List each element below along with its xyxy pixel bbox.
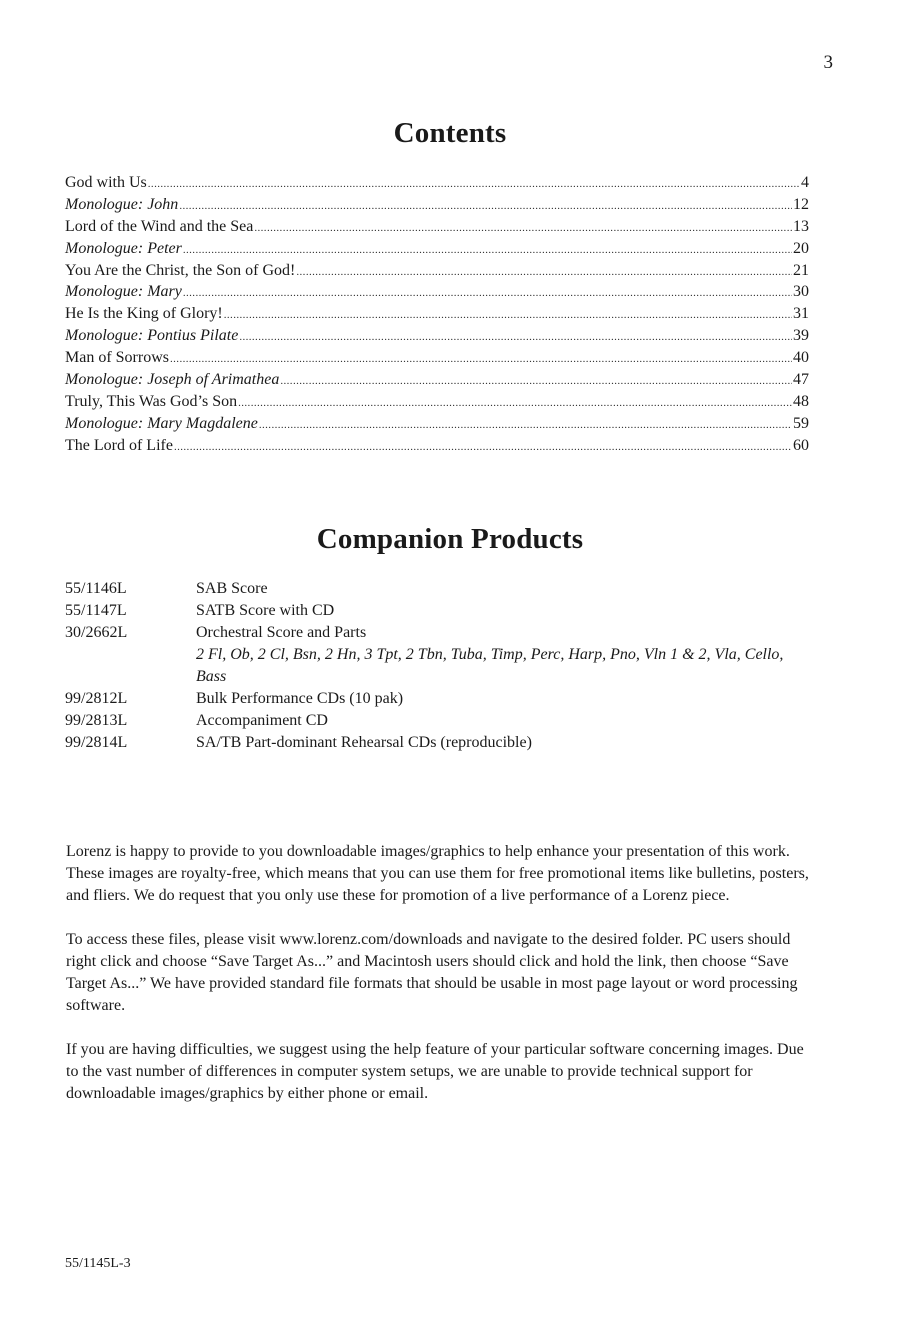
product-description: SAB Score <box>196 580 268 597</box>
toc-leader <box>183 240 792 262</box>
footer-catalog-code: 55/1145L-3 <box>65 1256 131 1271</box>
toc-entry-page: 30 <box>793 283 809 301</box>
toc-entry-page: 31 <box>793 305 809 323</box>
note-paragraph-support: If you are having difficulties, we suggest using the help feature of your particular software concerning images. Due to the vast number of differences in computer system setups, we are unable to provide technical support for downloadable images/graphics by either phone or email. <box>66 1041 804 1102</box>
toc-entry-title: Monologue: Mary <box>65 283 182 301</box>
toc-entry-title: You Are the Christ, the Son of God! <box>65 261 296 279</box>
toc-entry-page: 48 <box>793 392 809 410</box>
toc-entry-page: 39 <box>793 327 809 345</box>
toc-entry <box>65 216 809 238</box>
product-code: 30/2662L <box>65 624 128 641</box>
toc-entry-page: 12 <box>793 195 809 213</box>
product-description: Accompaniment CD <box>196 712 328 729</box>
toc-leader <box>259 415 792 437</box>
product-description: SATB Score with CD <box>196 602 335 619</box>
product-description-block <box>196 622 825 688</box>
toc-entry-title: Monologue: Peter <box>65 239 182 257</box>
toc-entry <box>65 391 809 413</box>
download-notes <box>66 841 810 1127</box>
product-row <box>65 688 825 710</box>
toc-entry <box>65 435 809 457</box>
toc-entry <box>65 172 809 194</box>
page-number: 3 <box>823 52 833 73</box>
companion-products-heading: Companion Products <box>316 523 584 555</box>
toc-leader <box>280 371 792 393</box>
toc-leader <box>179 196 792 218</box>
toc-leader <box>174 437 792 459</box>
note-paragraph-access: To access these files, please visit www.lorenz.com/downloads and navigate to the desired folder. PC users should right click and choose “Save Target As...” and Macintosh users should click and hold the link, then choose “Save Target As...” We have provided standard file formats that should be usable in most page layout or word processing software. <box>66 931 798 1014</box>
product-instrumentation: 2 Fl, Ob, 2 Cl, Bsn, 2 Hn, 3 Tpt, 2 Tbn, Tuba, Timp, Perc, Harp, Pno, Vln 1 & 2, Vla, Cello, Bass <box>196 646 784 685</box>
toc-entry-title: Monologue: John <box>65 195 179 213</box>
product-code: 99/2813L <box>65 712 128 729</box>
toc-entry-page: 59 <box>793 414 809 432</box>
toc-entry-page: 20 <box>793 239 809 257</box>
toc-entry <box>65 281 809 303</box>
toc-entry-title: Monologue: Joseph of Arimathea <box>65 371 280 389</box>
toc-leader <box>238 393 792 415</box>
toc-entry-title: Man of Sorrows <box>65 349 169 367</box>
toc-entry-page: 47 <box>793 371 809 389</box>
toc-entry-page: 60 <box>793 436 809 454</box>
product-code: 55/1146L <box>65 580 127 597</box>
product-row <box>65 578 825 600</box>
contents-heading: Contents <box>393 117 507 149</box>
toc-entry-page: 4 <box>801 174 809 191</box>
table-of-contents <box>65 172 809 457</box>
toc-entry <box>65 238 809 260</box>
toc-entry <box>65 303 809 325</box>
companion-products-list <box>65 578 825 754</box>
product-description: Bulk Performance CDs (10 pak) <box>196 690 404 707</box>
product-row <box>65 600 825 622</box>
product-code: 99/2814L <box>65 734 128 751</box>
toc-entry-title: He Is the King of Glory! <box>65 305 223 323</box>
toc-leader <box>170 349 792 371</box>
product-description: Orchestral Score and Parts <box>196 624 367 641</box>
toc-entry-page: 13 <box>793 217 809 235</box>
toc-entry-title: Monologue: Mary Magdalene <box>65 414 258 432</box>
toc-entry-title: Lord of the Wind and the Sea <box>65 217 254 235</box>
toc-leader <box>296 262 792 284</box>
product-row <box>65 622 825 688</box>
toc-entry <box>65 369 809 391</box>
toc-entry-page: 21 <box>793 261 809 279</box>
product-code: 99/2812L <box>65 690 128 707</box>
toc-entry-title: Truly, This Was God’s Son <box>65 392 238 410</box>
product-row <box>65 710 825 732</box>
product-row <box>65 732 825 754</box>
toc-entry-title: God with Us <box>65 174 147 191</box>
toc-leader <box>239 327 792 349</box>
product-code: 55/1147L <box>65 602 127 619</box>
toc-entry <box>65 194 809 216</box>
toc-leader <box>183 283 792 305</box>
toc-entry-title: The Lord of Life <box>65 436 173 454</box>
note-paragraph-intro: Lorenz is happy to provide to you downloadable images/graphics to help enhance your presentation of this work. These images are royalty-free, which means that you can use them for free promotional items like bulletins, posters, and fliers. We do request that you only use these for promotion of a live performance of a Lorenz piece. <box>66 843 809 904</box>
toc-entry-title: Monologue: Pontius Pilate <box>65 327 239 345</box>
toc-entry <box>65 413 809 435</box>
toc-entry-page: 40 <box>793 349 809 367</box>
toc-entry <box>65 347 809 369</box>
toc-entry <box>65 260 809 282</box>
toc-leader <box>148 174 800 196</box>
toc-leader <box>224 305 792 327</box>
toc-leader <box>254 218 792 240</box>
toc-entry <box>65 325 809 347</box>
product-description: SA/TB Part-dominant Rehearsal CDs (reproducible) <box>196 734 532 751</box>
